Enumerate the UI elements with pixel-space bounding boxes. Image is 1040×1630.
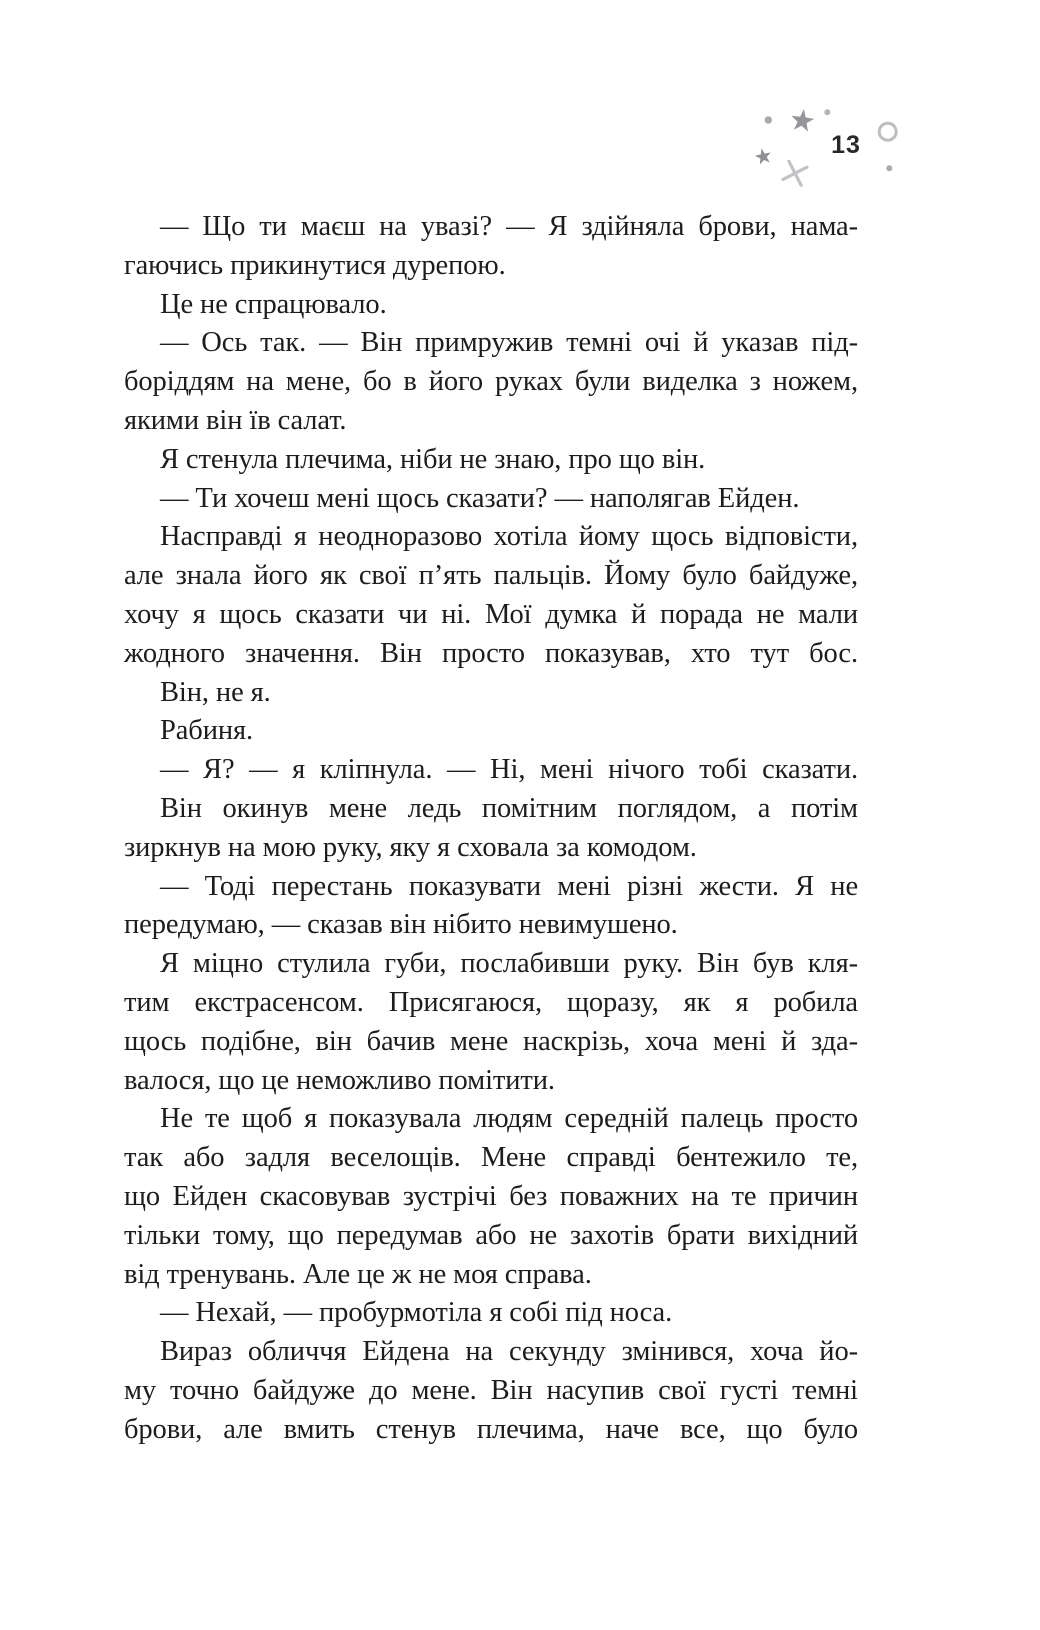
text-line: Рабиня. <box>160 715 254 747</box>
paragraph <box>124 286 858 325</box>
star-icon <box>754 147 773 165</box>
paragraph <box>124 945 858 1100</box>
text-line: му точно байдуже до мене. Він насупив свої густі темні <box>124 1374 858 1406</box>
paragraph <box>124 1100 858 1294</box>
dot-icon <box>886 165 892 171</box>
text-line: але знала його як свої п’ять пальців. Йому було байдуже, <box>124 560 858 592</box>
text-line: якими він їв салат. <box>124 404 347 436</box>
text-line: Я стенула плечима, ніби не знаю, про що він. <box>160 443 706 475</box>
paragraph <box>124 518 858 673</box>
text-line: — Тоді перестань показувати мені різні жести. Я не <box>160 870 858 902</box>
paragraph <box>124 324 858 440</box>
text-line: Він, не я. <box>160 676 271 708</box>
text-line: так або задля веселощів. Мене справді бентежило те, <box>124 1142 858 1174</box>
text-line: Я міцно стулила губи, послабивши руку. Він був кля- <box>160 948 858 980</box>
paragraph <box>124 790 858 868</box>
paragraph <box>124 208 858 286</box>
text-line: передумаю, — сказав він нібито невимушено. <box>124 909 678 941</box>
paragraph <box>124 480 858 519</box>
text-line: гаючись прикинутися дурепою. <box>124 249 506 281</box>
text-line: тільки тому, що передумав або не захотів брати вихідний <box>124 1219 858 1251</box>
page-text <box>124 208 858 1450</box>
paragraph <box>124 868 858 946</box>
paragraph <box>124 441 858 480</box>
text-line: зиркнув на мою руку, яку я сховала за комодом. <box>124 831 697 863</box>
paragraph <box>124 712 858 751</box>
text-line: від тренувань. Але це ж не моя справа. <box>124 1258 592 1290</box>
paragraph <box>124 1294 858 1333</box>
paragraph <box>124 1333 858 1449</box>
text-line: — Ось так. — Він примружив темні очі й указав під- <box>160 327 858 359</box>
dot-icon <box>824 109 830 115</box>
cross-icon <box>783 161 807 185</box>
text-line: Вираз обличчя Ейдена на секунду змінився, хоча йо- <box>160 1336 858 1368</box>
text-line: брови, але вмить стенув плечима, наче все, що було <box>124 1413 858 1445</box>
page-number: 13 <box>831 131 861 159</box>
text-line: щось подібне, він бачив мене наскрізь, хоча мені й зда- <box>124 1025 858 1057</box>
star-icon <box>790 108 816 133</box>
paragraph <box>124 674 858 713</box>
text-line: Це не спрацювало. <box>160 288 387 320</box>
text-line: Не те щоб я показувала людям середній палець просто <box>160 1103 858 1135</box>
text-line: — Ти хочеш мені щось сказати? — наполягав Ейден. <box>160 482 800 514</box>
text-line: боріддям на мене, бо в його руках були виделка з ножем, <box>124 366 858 398</box>
text-line: Насправді я неодноразово хотіла йому щось відповісти, <box>160 521 858 553</box>
dot-icon <box>765 116 772 123</box>
text-line: хочу я щось сказати чи ні. Мої думка й порада не мали <box>124 598 858 630</box>
ring-icon <box>879 123 896 140</box>
text-line: валося, що це неможливо помітити. <box>124 1064 555 1096</box>
paragraph <box>124 751 858 790</box>
text-line: — Що ти маєш на увазі? — Я здійняла брови, нама- <box>160 211 858 242</box>
text-line: жодного значення. Він просто показував, хто тут бос. <box>124 637 858 669</box>
text-line: Він окинув мене ледь помітним поглядом, а потім <box>160 792 858 824</box>
text-line: що Ейден скасовував зустрічі без поважних на те причин <box>124 1180 858 1212</box>
text-line: — Я? — я кліпнула. — Ні, мені нічого тобі сказати. <box>160 754 858 786</box>
text-line: тим екстрасенсом. Присягаюся, щоразу, як я робила <box>124 986 858 1018</box>
text-line: — Нехай, — пробурмотіла я собі під носа. <box>160 1297 673 1329</box>
